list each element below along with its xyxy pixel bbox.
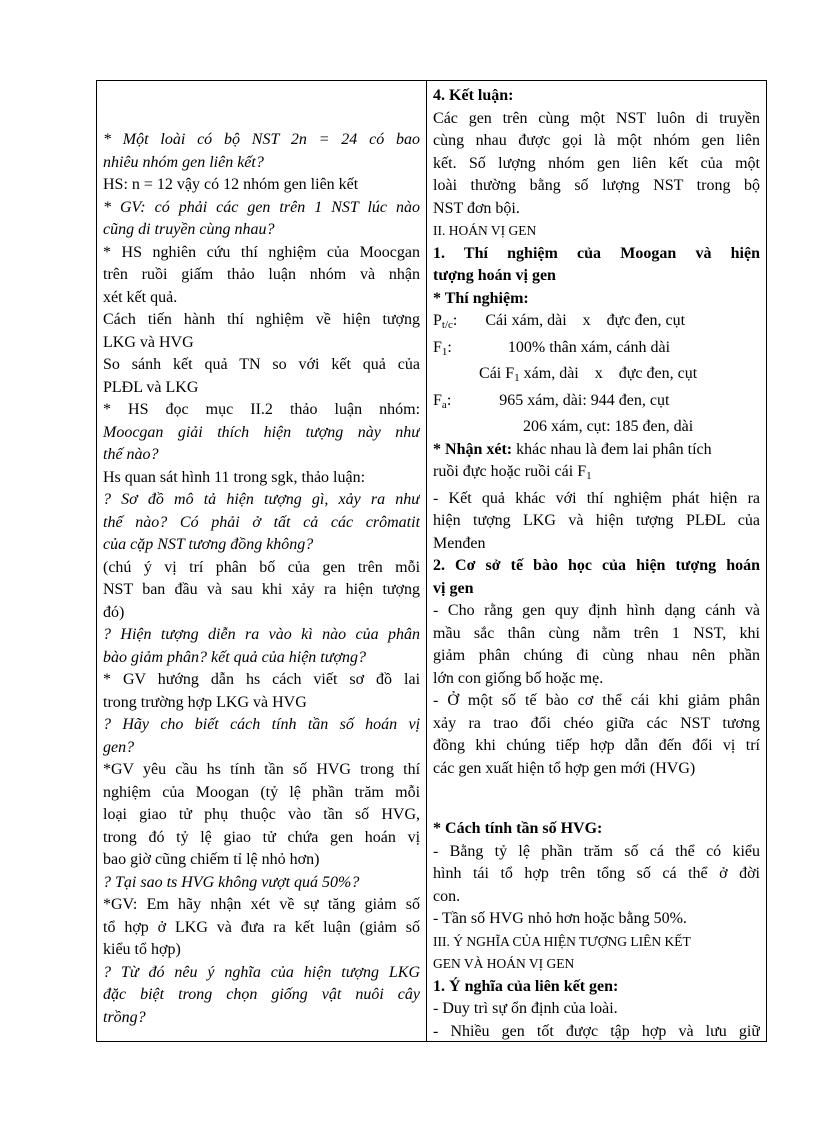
cytology-heading: 2. Cơ sở tế bào học của hiện tượng hoán	[433, 557, 760, 574]
activity-line: *GV yêu cầu hs tính tần số HVG trong thí	[103, 761, 421, 778]
activity-line: * HS đọc mục II.2 thảo luận nhóm:	[103, 401, 421, 418]
activity-line: * GV hướng dẫn hs cách viết sơ đồ lai	[103, 671, 421, 688]
activity-line: NST ban đầu và sau khi xảy ra hiện tượng	[103, 581, 421, 598]
conclusion-line: cùng nhau được gọi là một nhóm gen liên	[433, 132, 760, 149]
activity-line: tổ hợp ở LKG và đưa ra kết luận (giảm số	[103, 918, 421, 936]
cytology-line: - Cho rằng gen quy định hình dạng cánh và	[433, 602, 760, 619]
activity-line: ? Hãy cho biết cách tính tần số hoán vị	[103, 716, 421, 733]
experiment-heading: 1. Thí nghiệm của Moogan và hiện	[433, 244, 760, 262]
result-line: - Kết quả khác với thí nghiệm phát hiện ra	[433, 489, 760, 507]
cross-f1-line	[433, 337, 760, 364]
remark-subscript: 1	[586, 470, 592, 482]
f1-label: F	[433, 338, 442, 356]
cytology-line: giảm phân chúng đi cùng nhau nên phần	[433, 647, 760, 664]
activity-line: * HS nghiên cứu thí nghiệm của Moocgan	[103, 243, 421, 261]
cytology-line: - Ở một số tế bào cơ thể cái khi giảm phân	[433, 692, 760, 709]
meaning-line: - Nhiều gen tốt được tập hợp và lưu giữ	[433, 1022, 760, 1040]
activity-line: đó)	[103, 603, 125, 621]
remark-text: khác nhau là đem lai phân tích	[512, 440, 712, 458]
meaning-heading: 1. Ý nghĩa của liên kết gen:	[433, 977, 619, 995]
activity-line: thế nào? Có phải ở tất cả các crômatit	[103, 513, 421, 531]
activity-line: ? Sơ đồ mô tả hiện tượng gì, xảy ra như	[103, 491, 421, 508]
activity-line: PLĐL và LKG	[103, 378, 199, 396]
fa-text: : 965 xám, dài: 944 đen, cụt	[446, 391, 670, 409]
p-subscript: t/c	[441, 319, 453, 331]
activity-line: đặc biệt trong chọn giống vật nuôi cây	[103, 986, 421, 1003]
activity-line: Hs quan sát hình 11 trong sgk, thảo luận:	[103, 468, 366, 486]
frequency-line: hình tái tổ hợp trên tổng số cá thể ở đời	[433, 865, 760, 882]
activity-line: ? Hiện tượng diễn ra vào kì nào của phân	[103, 626, 421, 643]
cytology-heading-cont: vị gen	[433, 579, 474, 597]
test-cross-pre: Cái F	[479, 365, 515, 382]
cytology-line: các gen xuất hiện tổ hợp gen mới (HVG)	[433, 759, 696, 777]
section-3-heading-cont: GEN VÀ HOÁN VỊ GEN	[433, 956, 575, 971]
conclusion-line: Các gen trên cùng một NST luôn di truyền	[433, 109, 760, 127]
test-cross-subscript: 1	[514, 372, 520, 384]
activity-line: loại giao tử phụ thuộc vào tần số HVG,	[103, 806, 421, 823]
cytology-line: mầu sắc thân cùng nằm trên 1 NST, khi	[433, 624, 760, 642]
cross-p-line	[433, 310, 760, 337]
conclusion-line: kết. Số lượng nhóm gen liên kết của một	[433, 154, 760, 172]
conclusion-line: loài thường bằng số lượng NST trong bộ	[433, 177, 760, 194]
frequency-line: - Bằng tỷ lệ phần trăm số cá thể có kiểu	[433, 842, 760, 860]
activity-line: Moocgan giải thích hiện tượng này như	[103, 423, 421, 441]
activity-line: bao giờ cũng chiếm tỉ lệ nhỏ hơn)	[103, 851, 320, 868]
frequency-line: - Tần số HVG nhỏ hơn hoặc bằng 50%.	[433, 910, 687, 927]
spacer	[433, 780, 760, 818]
p-text: : Cái xám, dài x đực đen, cụt	[452, 312, 686, 329]
activity-line: * Một loài có bộ NST 2n = 24 có bao	[103, 131, 421, 148]
frequency-heading: * Cách tính tần số HVG:	[433, 820, 603, 837]
p-label: P	[433, 312, 442, 329]
result-line: hiện tượng LKG và hiện tượng PLĐL của	[433, 512, 760, 529]
remark-line-2	[433, 461, 760, 488]
frequency-line: con.	[433, 887, 461, 905]
activity-line: cũng di truyền cùng nhau?	[103, 221, 275, 238]
activity-line: Cách tiến hành thí nghiệm về hiện tượng	[103, 311, 421, 328]
activity-line: trong trường hợp LKG và HVG	[103, 693, 307, 711]
meaning-line: - Duy trì sự ổn định của loài.	[433, 1000, 618, 1017]
test-cross-post: xám, dài x đực đen, cụt	[519, 365, 698, 382]
cross-fa-line	[433, 390, 760, 417]
conclusion-heading: 4. Kết luận:	[433, 87, 514, 104]
activity-line: *GV: Em hãy nhận xét về sự tăng giảm số	[103, 896, 421, 913]
activity-line: (chú ý vị trí phân bố của gen trên mỗi	[103, 558, 421, 576]
section-3-heading: III. Ý NGHĨA CỦA HIỆN TƯỢNG LIÊN KẾT	[433, 933, 691, 949]
activity-line: So sánh kết quả TN so với kết quả của	[103, 356, 421, 373]
cytology-line: lớn con giống bố hoặc mẹ.	[433, 669, 604, 687]
activity-line: trồng?	[103, 1008, 146, 1026]
content-column	[427, 81, 766, 1041]
activity-line: nghiệm của Moogan (tỷ lệ phần trăm mỗi	[103, 783, 421, 801]
activity-line: trong đó tỷ lệ giao tử chứa gen hoán vị	[103, 828, 421, 846]
activity-line: nhiêu nhóm gen liên kết?	[103, 153, 264, 171]
test-cross-line	[433, 363, 760, 390]
fa-subscript: a	[441, 398, 447, 411]
activity-line: bào giảm phân? kết quả của hiện tượng?	[103, 648, 367, 666]
result-line: Menđen	[433, 534, 486, 552]
remark-line-2-text: ruồi đực hoặc ruồi cái F	[433, 463, 587, 480]
lesson-table	[96, 80, 767, 1042]
cross-fa-line-2: 206 xám, cụt: 185 đen, dài	[523, 418, 694, 435]
activity-line: trên ruồi giấm thảo luận nhóm và nhận	[103, 266, 421, 283]
activity-line: gen?	[103, 738, 135, 756]
activity-line: ? Tại sao ts HVG không vượt quá 50%?	[103, 873, 360, 891]
cytology-line: đồng khi chúng tiếp hợp dẫn đến đổi vị trí	[433, 737, 760, 754]
cytology-line: xảy ra trao đổi chéo giữa các NST tương	[433, 714, 760, 732]
activity-line: * GV: có phải các gen trên 1 NST lúc nào	[103, 198, 421, 216]
activity-line: HS: n = 12 vậy có 12 nhóm gen liên kết	[103, 176, 359, 193]
remark-line	[433, 439, 760, 462]
f1-subscript: 1	[441, 345, 448, 358]
f1-text: : 100% thân xám, cánh dài	[447, 338, 671, 356]
remark-label: * Nhận xét:	[433, 440, 513, 458]
activity-line: ? Từ đó nêu ý nghĩa của hiện tượng LKG	[103, 963, 421, 981]
activity-line: xét kết quả.	[103, 288, 178, 306]
experiment-heading-cont: tượng hoán vị gen	[433, 267, 556, 284]
activity-line: LKG và HVG	[103, 333, 194, 351]
section-2-heading: II. HOÁN VỊ GEN	[433, 223, 537, 238]
conclusion-line: NST đơn bội.	[433, 199, 520, 217]
fa-label: F	[433, 391, 442, 409]
teacher-student-activity-column	[97, 81, 427, 1041]
activity-line: kiểu tổ hợp)	[103, 941, 181, 958]
experiment-label: * Thí nghiệm:	[433, 289, 529, 307]
activity-line: thế nào?	[103, 446, 159, 463]
activity-line: của cặp NST tương đồng không?	[103, 536, 314, 553]
